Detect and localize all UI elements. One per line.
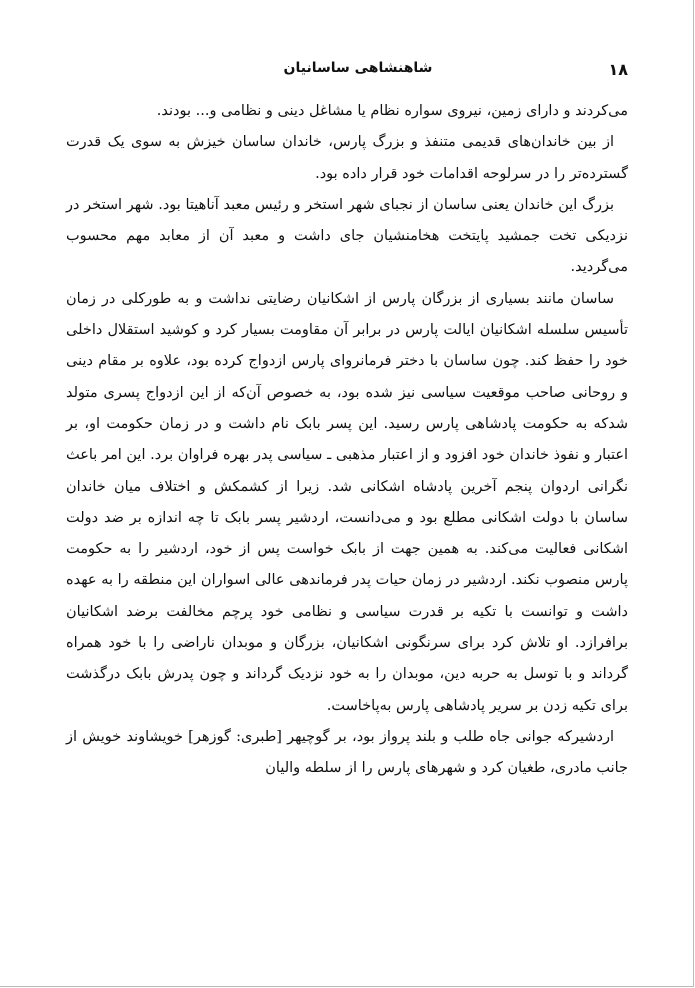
paragraph-istakhr: بزرگ این خاندان یعنی ساسان از نجبای شهر استخر و رئیس معبد آناهیتا بود. شهر استخر در نزدیکی تخت جمشید پایتخت هخامنشیان جای داشت و معبد آن از معابد مهم محسوب می‌گردید.: [66, 196, 628, 276]
page-header: [88, 60, 628, 84]
paragraph-continuation: می‌کردند و دارای زمین، نیروی سواره نظام یا مشاغل دینی و نظامی و... بودند.: [156, 103, 628, 119]
paragraph-sasan-and-parthians: ساسان مانند بسیاری از بزرگان پارس از اشکانیان رضایتی نداشت و به طورکلی در زمان تأسیس سلسله اشکانیان ایالت پارس در برابر آن مقاومت بسیار کرد و کوشید استقلال داخلی خود را حفظ کند. چون ساسان با دختر فرمانروای پارس ازدواج کرده بود، علاوه بر مقام دینی و روحانی صاحب موقعیت سیاسی نیز شده بود، به خصوص آن‌که از این ازدواج پسری متولد شدکه به حکومت پادشاهی پارس رسید. این پسر بابک نام داشت و در زمان حکومت او، بر اعتبار و نفوذ خاندان خود افزود و از اعتبار مذهبی ـ سیاسی پدر بهره فراوان برد. این امر باعث نگرانی اردوان پنجم آخرین پادشاه اشکانی شد. زیرا از کشمکش و اختلاف میان خاندان ساسان با دولت اشکانی مطلع بود و می‌دانست، اردشیر پسر بابک تا چه اندازه بر ضد دولت اشکانی فعالیت می‌کند. به همین جهت از بابک خواست پس از خود، اردشیر را به حکومت پارس منصوب نکند. اردشیر در زمان حیات پدر فرماندهی عالی اسواران این منطقه را به عهده داشت و توانست با تکیه بر قدرت سیاسی و نظامی خود پرچم مخالفت برضد اشکانیان برافرازد. او تلاش کرد برای سرنگونی اشکانیان، بزرگان و موبدان ناراضی را با خود همراه گرداند و با توسل به حربه دین، موبدان را به خود نزدیک گرداند و چون پدرش بابک درگذشت برای تکیه زدن بر سریر پادشاهی پارس به‌پاخاست.: [66, 290, 628, 714]
paragraph-ardashir: اردشیرکه جوانی جاه طلب و بلند پرواز بود، بر گوچیهر [طبری: گوزهر] خویشاوند خویش از جانب مادری، طغیان کرد و شهرهای پارس را از سلطه والیان: [66, 728, 628, 777]
running-title: شاهنشاهی ساسانیان: [283, 60, 433, 76]
page-number: ۱۸: [608, 60, 628, 79]
paragraph-sasan-family: از بین خاندان‌های قدیمی متنفذ و بزرگ پارس، خاندان ساسان خیزش به سوی یک قدرت گسترده‌تر را در سرلوحه اقدامات خود قرار داده بود.: [66, 134, 628, 182]
body-text: [66, 96, 628, 785]
